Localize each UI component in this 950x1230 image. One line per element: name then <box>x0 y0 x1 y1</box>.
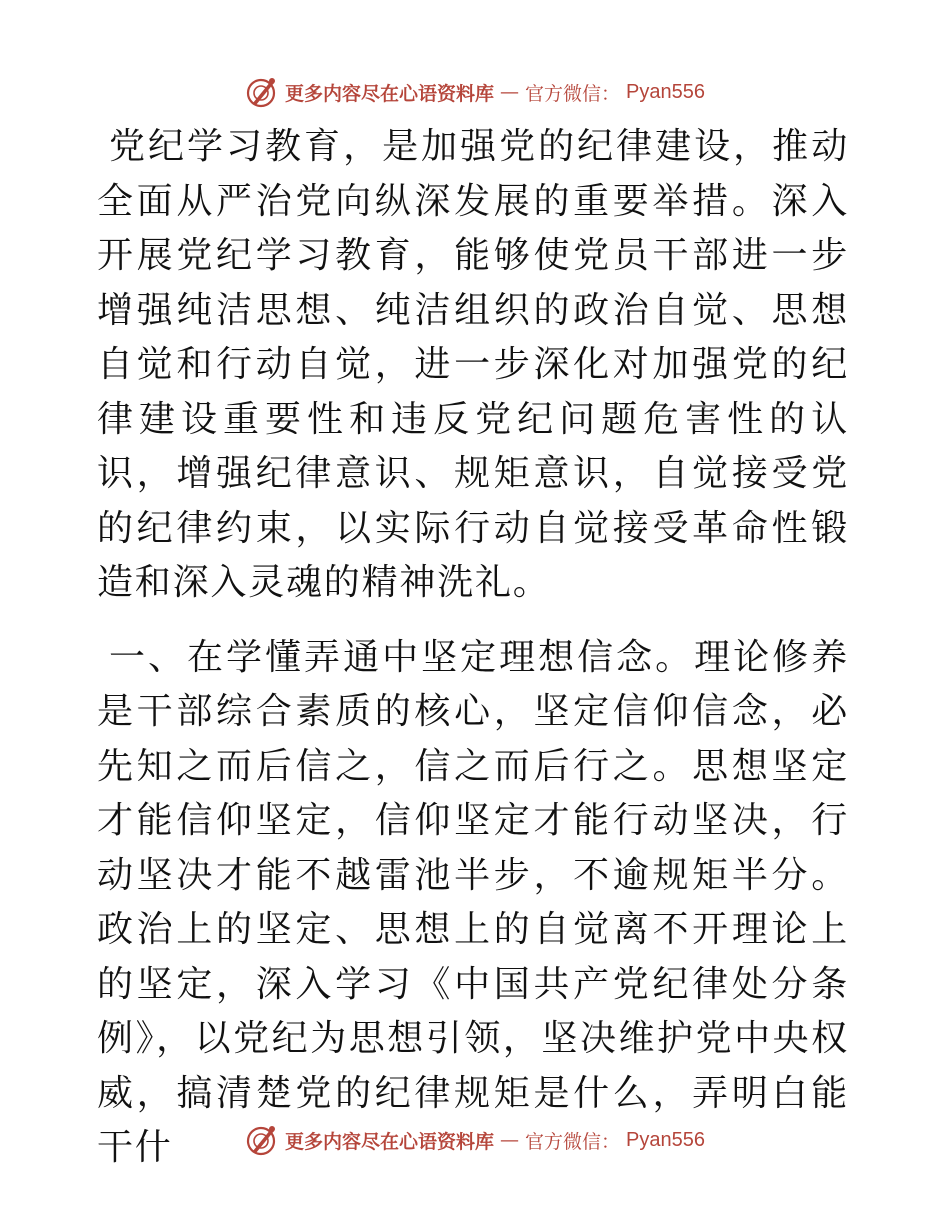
brush-logo-icon <box>245 1123 279 1157</box>
paragraph-section-one: 一、在学懂弄通中坚定理想信念。理论修养是干部综合素质的核心，坚定信仰信念，必先知之而后信之，信之而后行之。思想坚定才能信仰坚定，信仰坚定才能行动坚决，行动坚决才能不越雷池半步，不逾规矩半分。政治上的坚定、思想上的自觉离不开理论上的坚定，深入学习《中国共产党纪律处分条例》，以党纪为思想引领，坚决维护党中央权威，搞清楚党的纪律规矩是什么，弄明白能干什 <box>97 636 849 1168</box>
footer-subtitle: 官方微信： <box>525 1130 621 1153</box>
header-wechat-id: Pyan556 <box>626 80 705 103</box>
footer-banner <box>0 1120 950 1160</box>
header-banner <box>0 72 950 112</box>
footer-title: 更多内容尽在心语资料库 <box>285 1130 495 1153</box>
brush-logo-icon <box>245 75 279 109</box>
paragraph-intro: 党纪学习教育，是加强党的纪律建设，推动全面从严治党向纵深发展的重要举措。深入开展党纪学习教育，能够使党员干部进一步增强纯洁思想、纯洁组织的政治自觉、思想自觉和行动自觉，进一步深化对加强党的纪律建设重要性和违反党纪问题危害性的认识，增强纪律意识、规矩意识，自觉接受党的纪律约束，以实际行动自觉接受革命性锻造和深入灵魂的精神洗礼。 <box>97 126 849 603</box>
header-title: 更多内容尽在心语资料库 <box>285 82 495 105</box>
document-body <box>97 120 849 1176</box>
header-subtitle: 官方微信： <box>525 82 621 105</box>
header-separator: — <box>500 81 520 103</box>
footer-wechat-id: Pyan556 <box>626 1128 705 1151</box>
footer-separator: — <box>500 1129 520 1151</box>
